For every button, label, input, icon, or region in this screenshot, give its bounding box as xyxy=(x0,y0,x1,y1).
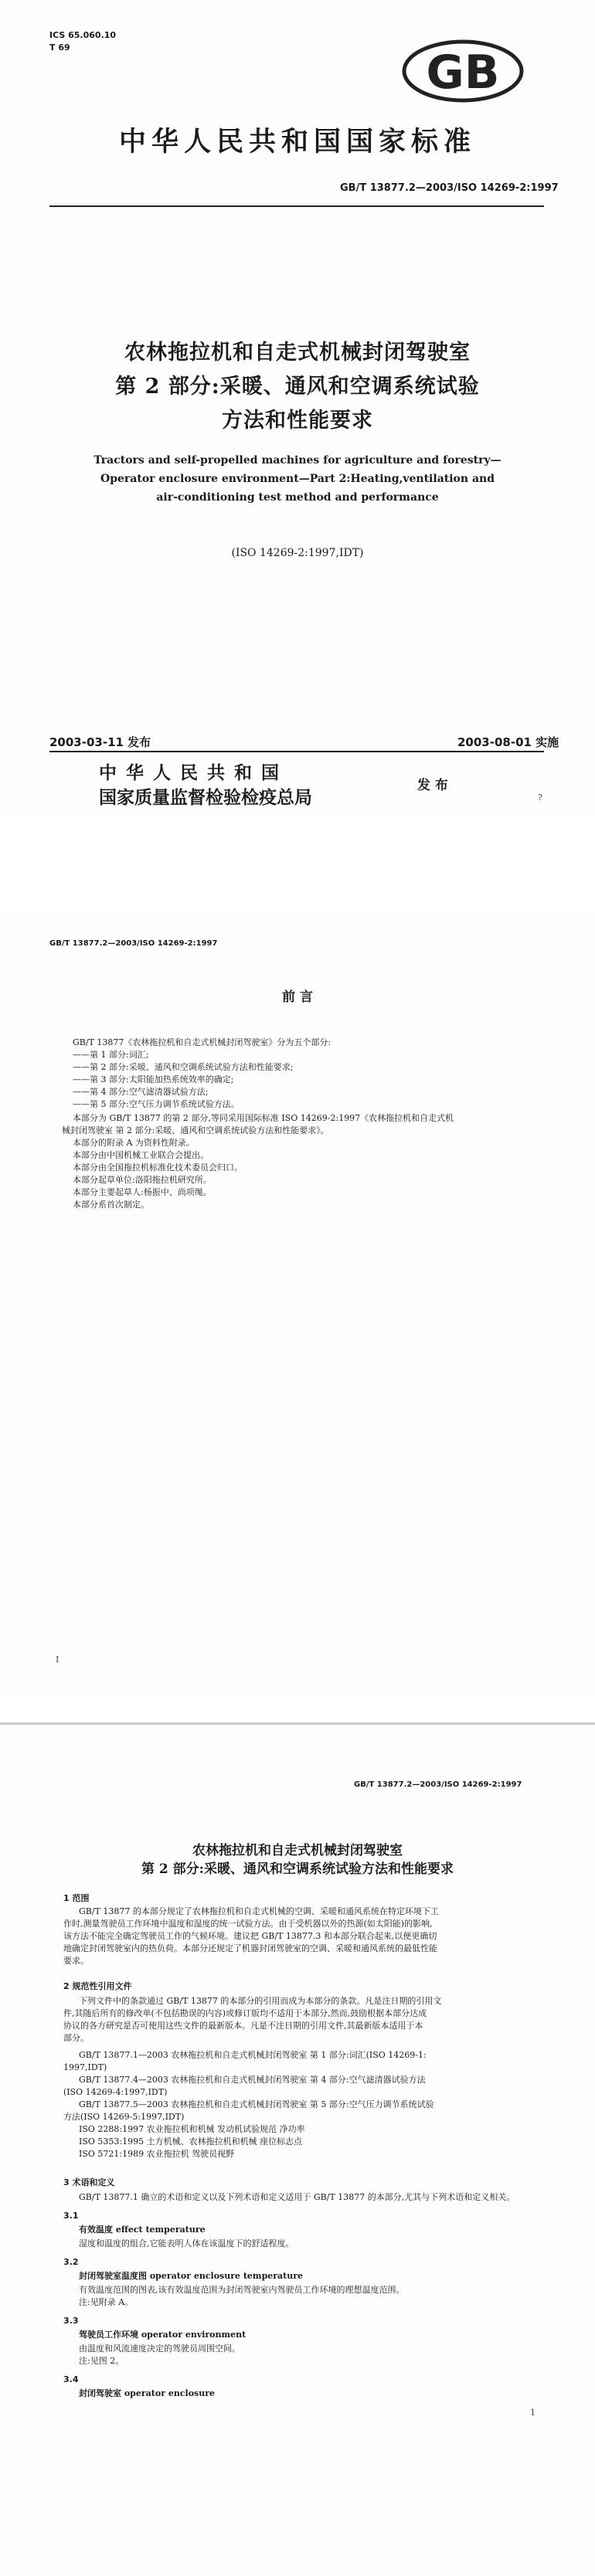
ics-code: ICS 65.060.10 xyxy=(49,30,117,40)
cover-title-en-2: Operator enclosure environment—Part 2:Heating,ventilation and xyxy=(100,473,495,485)
body-title-2: 第 2 部分:采暖、通风和空调系统试验方法和性能要求 xyxy=(141,1862,454,1877)
foreword-intro: GB/T 13877《农林拖拉机和自走式机械封闭驾驶室》分为五个部分: xyxy=(73,1037,332,1047)
term-3-2: 封闭驾驶室温度图 operator enclosure temperature xyxy=(79,2271,304,2281)
foreword-para-line-1: 本部分为 GB/T 13877 的第 2 部分,等同采用国际标准 ISO 14269-2:1997《农林拖拉机和自走式机 xyxy=(73,1113,454,1123)
issue-word: 发 布 xyxy=(417,778,448,793)
list-item: (ISO 14269-4:1997,IDT) xyxy=(63,2087,168,2097)
ccs-code: T 69 xyxy=(49,42,70,53)
cover-page-mark: ? xyxy=(538,792,542,803)
list-item: ISO 5353:1995 土方机械、农林拖拉机和机械 座位标志点 xyxy=(79,2136,303,2147)
list-item: ——第 2 部分:采暖、通风和空调系统试验方法和性能要求; xyxy=(73,1062,294,1072)
list-item: ISO 2288:1997 农业拖拉机和机械 发动机试验规范 净功率 xyxy=(79,2124,305,2134)
foreword-header: GB/T 13877.2—2003/ISO 14269-2:1997 xyxy=(49,939,218,948)
page-gap xyxy=(0,819,595,911)
term-3-2-note: 注:见附录 A。 xyxy=(79,2297,134,2307)
implementation-date: 2003-08-01 实施 xyxy=(457,735,559,749)
cover-title-en-3: air-conditioning test method and performance xyxy=(156,491,439,504)
gb-logo-letters: GB xyxy=(426,46,500,100)
list-item: ——第 1 部分:词汇; xyxy=(73,1050,149,1060)
foreword-page-number: I xyxy=(56,1655,60,1665)
issue-date: 2003-03-11 发布 xyxy=(49,735,151,749)
term-3-4-number: 3.4 xyxy=(63,2374,79,2384)
section-3-heading: 3 术语和定义 xyxy=(63,2177,115,2187)
term-3-2-number: 3.2 xyxy=(63,2257,79,2267)
list-item: ——第 5 部分:空气压力调节系统试验方法。 xyxy=(73,1099,240,1109)
list-item: 方法(ISO 14269-5:1997,IDT) xyxy=(63,2112,185,2122)
list-item: ——第 3 部分:太阳能加热系统效率的确定; xyxy=(73,1074,234,1084)
foreword-para-line-2: 械封闭驾驶室 第 2 部分:采暖、通风和空调系统试验方法和性能要求》。 xyxy=(62,1125,329,1135)
bottom-rule xyxy=(49,751,544,752)
term-3-3-note: 注:见图 2。 xyxy=(79,2356,124,2366)
cover-title-cn-2: 第 2 部分:采暖、通风和空调系统试验 xyxy=(115,375,480,399)
gb-logo xyxy=(402,39,524,104)
term-3-4: 封闭驾驶室 operator enclosure xyxy=(79,2388,216,2398)
foreword-title: 前 言 xyxy=(282,989,313,1005)
list-item: ——第 4 部分:空气滤清器试验方法; xyxy=(73,1087,209,1097)
list-item: 本部分由全国拖拉机标准化技术委员会归口。 xyxy=(73,1162,243,1173)
list-item: ISO 5721:1989 农业拖拉机 驾驶员视野 xyxy=(79,2149,235,2159)
national-standard-title: 中华人民共和国国家标准 xyxy=(118,126,476,158)
term-3-1-number: 3.1 xyxy=(63,2211,79,2221)
foreword-parts-list xyxy=(73,1049,293,1111)
section-2-body: 下列文件中的条款通过 GB/T 13877 的本部分的引用而成为本部分的条款。凡是注日期的引用文 件,其随后所有的修改单(不包括勘误的内容)或修订版均不适用于本部分,然而,鼓励根据本部分达成 协议的各方研究是否可使用这些文件的最新版本。凡是不注日期的引用文件,其最新版本适用于本 部分。 xyxy=(63,1996,442,2043)
idt-note: (ISO 14269-2:1997,IDT) xyxy=(231,547,364,559)
section-3-intro: GB/T 13877.1 确立的术语和定义以及下列术语和定义适用于 GB/T 13877 的本部分,尤其与下列术语和定义相关。 xyxy=(79,2192,515,2202)
foreword-notes xyxy=(73,1137,243,1211)
issuer-line-2: 国家质量监督检验检疫总局 xyxy=(99,787,312,808)
term-3-3-definition: 由温度和风流速度决定的驾驶员周围空间。 xyxy=(79,2344,240,2354)
list-item: GB/T 13877.1—2003 农林拖拉机和自走式机械封闭驾驶室 第 1 部分:词汇(ISO 14269-1: xyxy=(79,2050,427,2060)
list-item: GB/T 13877.4—2003 农林拖拉机和自走式机械封闭驾驶室 第 4 部分:空气滤清器试验方法 xyxy=(79,2075,426,2085)
term-3-1: 有效温度 effect temperature xyxy=(79,2225,206,2235)
normative-references xyxy=(63,2049,546,2160)
section-1-body: GB/T 13877 的本部分规定了农林拖拉机和自走式机械的空调、采暖和通风系统在特定环境下工 作时,测量驾驶员工作环境中温度和湿度的统一试验方法。由于受机器以外的热源(如太阳能)的影响, 该方法不能完全确定驾驶员工作的气候环境。建议把 GB/T 13877.3 和本部分联合起来,以便更确切 地确定封闭驾驶室内的热负荷。本部分还规定了机器封闭驾驶室的空调、采暖和通风系统的最低性能 要求。 xyxy=(63,1906,439,1966)
list-item: GB/T 13877.5—2003 农林拖拉机和自走式机械封闭驾驶室 第 5 部分:空气压力调节系统试验 xyxy=(79,2099,434,2109)
cover-page xyxy=(0,0,595,819)
cover-title-cn-1: 农林拖拉机和自走式机械封闭驾驶室 xyxy=(124,341,471,365)
cover-title-cn-3: 方法和性能要求 xyxy=(222,409,373,433)
cover-title-en-1: Tractors and self-propelled machines for agriculture and forestry— xyxy=(94,454,502,467)
term-3-3: 驾驶员工作环境 operator environment xyxy=(79,2330,246,2340)
standard-number: GB/T 13877.2—2003/ISO 14269-2:1997 xyxy=(340,182,559,194)
page-gap xyxy=(0,1693,595,1724)
foreword-page xyxy=(0,911,595,1693)
body-page xyxy=(0,1725,595,2576)
list-item: 1997,IDT) xyxy=(63,2062,107,2072)
list-item: 本部分由中国机械工业联合会提出。 xyxy=(73,1150,209,1160)
term-3-1-definition: 湿度和温度的组合,它能表明人体在该温度下的舒适程度。 xyxy=(79,2238,294,2248)
list-item: 本部分起草单位:洛阳拖拉机研究所。 xyxy=(73,1175,212,1185)
term-3-3-number: 3.3 xyxy=(63,2316,79,2326)
list-item: 本部分主要起草人:杨振中、尚项绳。 xyxy=(73,1187,212,1197)
section-2-heading: 2 规范性引用文件 xyxy=(63,1981,132,1991)
issuer-line-1: 中 华 人 民 共 和 国 xyxy=(99,762,281,783)
section-1-heading: 1 范围 xyxy=(63,1893,90,1903)
list-item: 本部分的附录 A 为资料性附录。 xyxy=(73,1138,195,1148)
body-title-1: 农林拖拉机和自走式机械封闭驾驶室 xyxy=(192,1843,403,1858)
term-3-2-definition: 有效温度范围的图表,该有效温度范围为封闭驾驶室内驾驶员工作环境的理想温度范围。 xyxy=(79,2285,405,2295)
top-rule xyxy=(49,205,544,207)
body-page-number: 1 xyxy=(530,2408,536,2418)
list-item: 本部分系首次制定。 xyxy=(73,1200,149,1210)
body-header: GB/T 13877.2—2003/ISO 14269-2:1997 xyxy=(354,1780,522,1789)
